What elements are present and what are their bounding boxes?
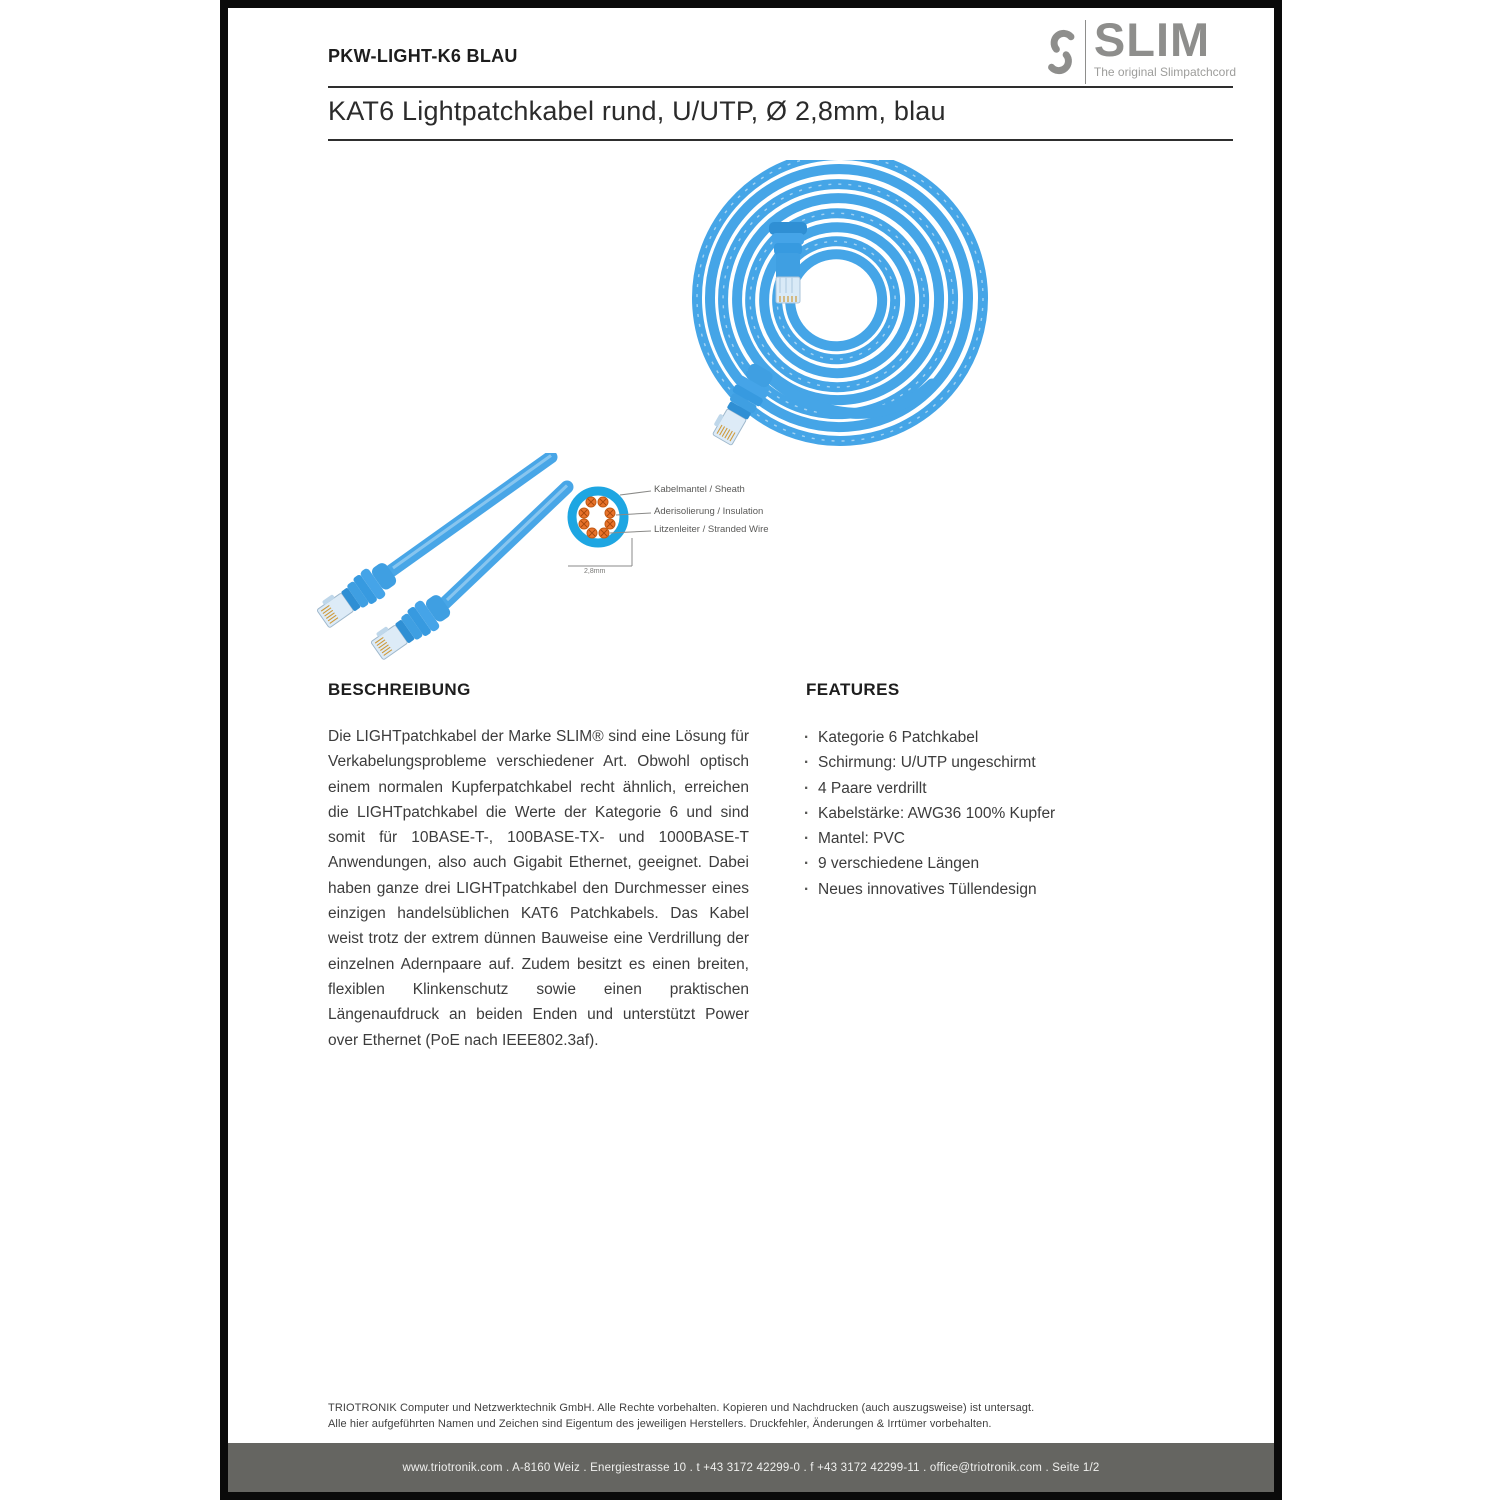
features-heading: FEATURES [806, 680, 900, 699]
datasheet-page [220, 0, 1282, 1500]
bullet-icon: · [804, 779, 810, 797]
header-rule [328, 86, 1233, 88]
feature-item [804, 830, 1224, 855]
feature-text: Schirmung: U/UTP ungeschirmt [818, 754, 1036, 772]
slim-logo [1046, 13, 1236, 86]
title-rule [328, 139, 1233, 141]
diameter-dimension: 2,8mm [584, 568, 606, 575]
feature-text: Mantel: PVC [818, 830, 906, 848]
stranded-wire-label: Litzenleiter / Stranded Wire [654, 524, 769, 535]
features-list [804, 729, 1224, 906]
description-heading: BESCHREIBUNG [328, 680, 471, 699]
sheath-label: Kabelmantel / Sheath [654, 484, 745, 495]
cross-section-diagram [558, 478, 864, 598]
contact-bar [228, 1443, 1274, 1492]
feature-item [804, 855, 1224, 880]
bullet-icon: · [804, 830, 810, 848]
bullet-icon: · [804, 855, 810, 873]
feature-text: Neues innovatives Tüllendesign [818, 880, 1037, 898]
feature-text: 4 Paare verdrillt [818, 779, 927, 797]
insulation-label: Aderisolierung / Insulation [654, 506, 764, 517]
feature-item [804, 881, 1224, 906]
product-code: PKW-LIGHT-K6 BLAU [328, 46, 518, 66]
logo-brand: SLIM [1093, 13, 1211, 66]
bullet-icon: · [804, 754, 810, 772]
bullet-icon: · [804, 729, 810, 746]
legal-line-2: Alle hier aufgeführten Namen und Zeichen sind Eigentum des jeweiligen Herstellers. Druckfehler, Änderungen & Irrtümer vorbehalten. [328, 1418, 992, 1430]
feature-item [804, 754, 1224, 779]
logo-tagline: The original Slimpatchcord [1093, 65, 1236, 79]
page-title: KAT6 Lightpatchkabel rund, U/UTP, Ø 2,8mm, blau [328, 96, 946, 126]
feature-item [804, 805, 1224, 830]
contact-bar-text: www.triotronik.com . A-8160 Weiz . Energiestrasse 10 . t +43 3172 42299-0 . f +43 3172 42299-11 . office@triotronik.com . Seite 1/2 [402, 1461, 1100, 1474]
feature-text: Kategorie 6 Patchkabel [818, 729, 979, 746]
description-body: Die LIGHTpatchkabel der Marke SLIM® sind eine Lösung für Verkabelungsprobleme verschiedener Art. Obwohl optisch einem normalen Kupferpatchkabel recht ähnlich, erreichen die LIGHTpatchkabel die Werte der Kategorie 6 und sind somit für 10BASE-T-, 100BASE-TX- und 1000BASE-T Anwendungen, also auch Gigabit Ethernet, geeignet. Dabei haben ganze drei LIGHTpatchkabel den Durchmesser eines einzigen handelsüblichen KAT6 Patchkabels. Das Kabel weist trotz der extrem dünnen Bauweise eine Verdrillung der einzelnen Adernpaare auf. Zudem besitzt es einen breiten, flexiblen Klinkenschutz sowie einen praktischen Längenaufdruck an beiden Enden und unterstützt Power over Ethernet (PoE nach IEEE802.3af). [328, 728, 749, 1049]
bullet-icon: · [804, 880, 810, 898]
slim-logo-s-icon [1046, 18, 1077, 86]
legal-line-1: TRIOTRONIK Computer und Netzwerktechnik GmbH. Alle Rechte vorbehalten. Kopieren und Nachdrucken (auch auszugsweise) ist untersagt. [328, 1402, 1035, 1414]
feature-text: 9 verschiedene Längen [818, 855, 980, 873]
bullet-icon: · [804, 804, 810, 822]
feature-text: Kabelstärke: AWG36 100% Kupfer [818, 804, 1056, 822]
coiled-cable-photo [680, 160, 1000, 462]
cable-ends-photo [295, 453, 577, 673]
feature-item [804, 780, 1224, 805]
cross-section-drawing [558, 478, 864, 598]
feature-item [804, 729, 1224, 754]
logo-divider [1085, 20, 1086, 84]
